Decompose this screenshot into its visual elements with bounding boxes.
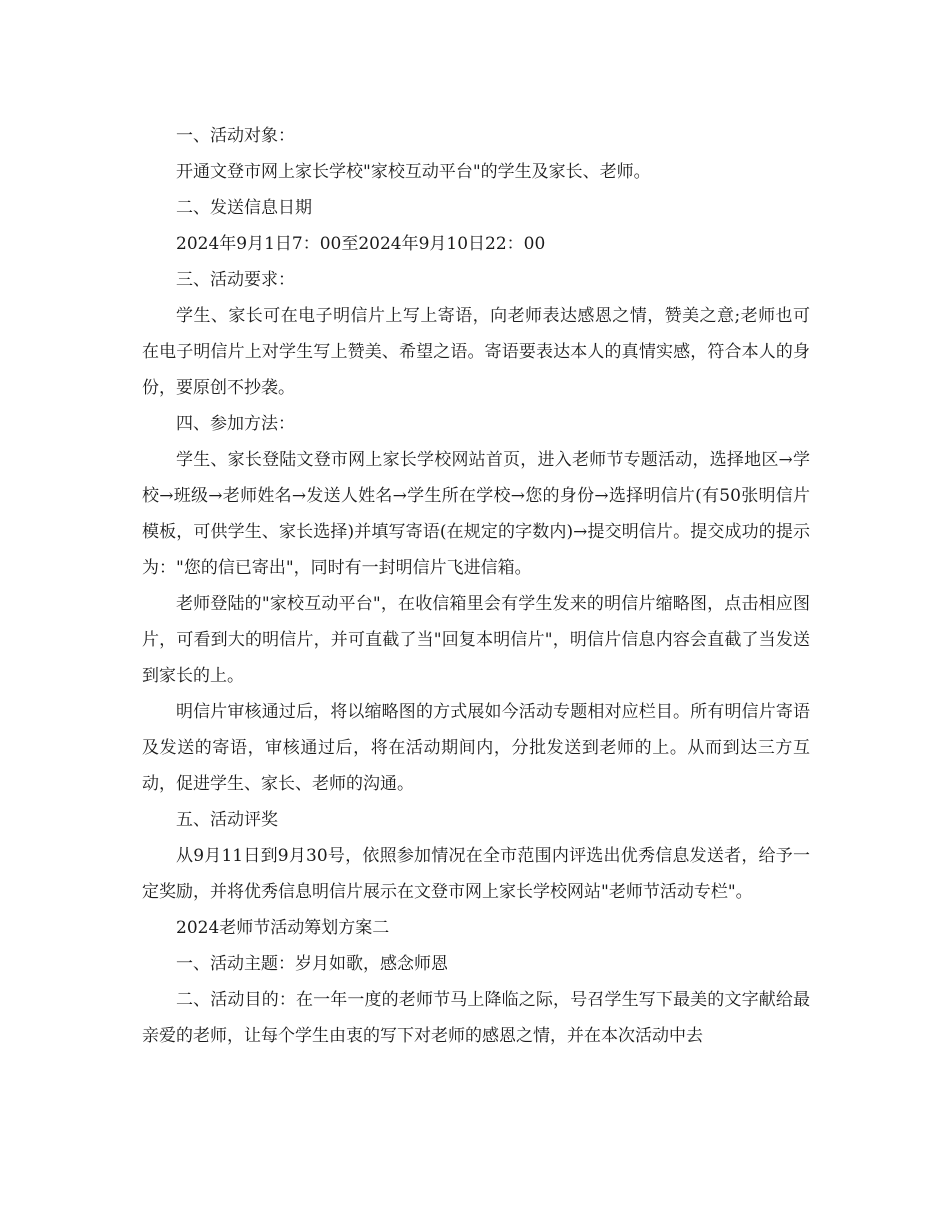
- paragraph-purpose: 二、活动目的：在一年一度的老师节马上降临之际，号召学生写下最美的文字献给最亲爱的老师，让每个学生由衷的写下对老师的感恩之情，并在本次活动中去: [142, 990, 810, 1046]
- document-body: [142, 118, 810, 1054]
- paragraph-requirements: 学生、家长可在电子明信片上写上寄语，向老师表达感恩之情，赞美之意;老师也可在电子明信片上对学生写上赞美、希望之语。寄语要表达本人的真情实感，符合本人的身份，要原创不抄袭。: [142, 306, 810, 398]
- paragraph-teacher-login: 老师登陆的"家校互动平台"，在收信箱里会有学生发来的明信片缩略图，点击相应图片，可看到大的明信片，并可直截了当"回复本明信片"，明信片信息内容会直截了当发送到家长的上。: [142, 594, 810, 686]
- section-heading-date: 二、发送信息日期: [176, 198, 312, 218]
- paragraph-target: 开通文登市网上家长学校"家校互动平台"的学生及家长、老师。: [176, 162, 651, 182]
- paragraph-date: 2024年9月1日7：00至2024年9月10日22：00: [176, 234, 546, 254]
- paragraph-review: 明信片审核通过后，将以缩略图的方式展如今活动专题相对应栏目。所有明信片寄语及发送的寄语，审核通过后，将在活动期间内，分批发送到老师的上。从而到达三方互动，促进学生、家长、老师的沟通。: [142, 702, 810, 794]
- plan-two-title: 2024老师节活动筹划方案二: [176, 918, 390, 938]
- section-heading-method: 四、参加方法：: [176, 414, 295, 434]
- section-heading-target: 一、活动对象：: [176, 126, 295, 146]
- paragraph-awards: 从9月11日到9月30号，依照参加情况在全市范围内评选出优秀信息发送者，给予一定奖励，并将优秀信息明信片展示在文登市网上家长学校网站"老师节活动专栏"。: [142, 846, 810, 902]
- section-heading-awards: 五、活动评奖: [176, 810, 278, 830]
- paragraph-method-steps: 学生、家长登陆文登市网上家长学校网站首页，进入老师节专题活动，选择地区→学校→班级→老师姓名→发送人姓名→学生所在学校→您的身份→选择明信片(有50张明信片模板，可供学生、家长选择)并填写寄语(在规定的字数内)→提交明信片。提交成功的提示为："您的信已寄出"，同时有一封明信片飞进信箱。: [142, 450, 810, 578]
- section-heading-requirements: 三、活动要求：: [176, 270, 295, 290]
- section-heading-theme: 一、活动主题：岁月如歌，感念师恩: [176, 954, 448, 974]
